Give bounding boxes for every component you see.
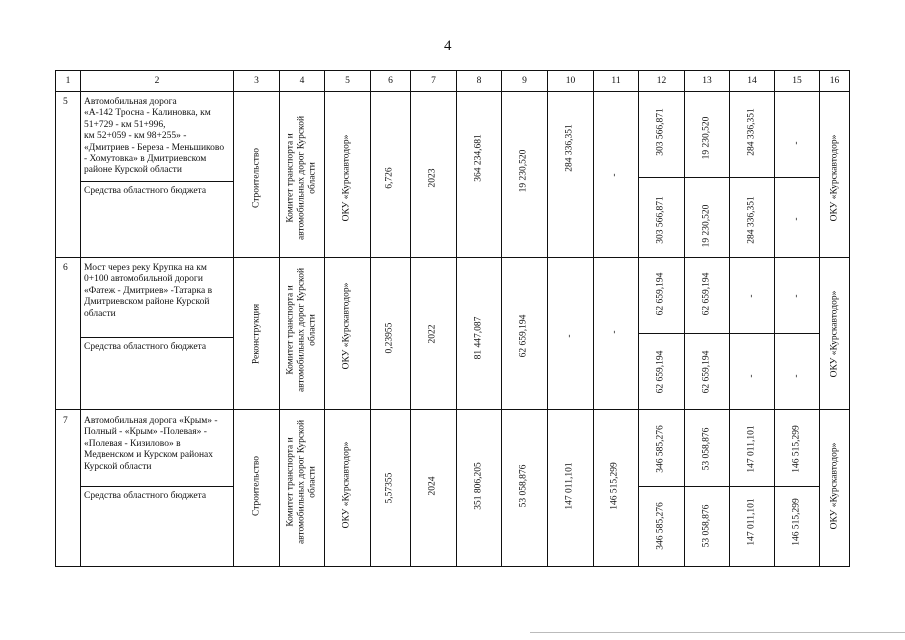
col-header-4: 4 (299, 76, 305, 86)
col-header-15: 15 (792, 76, 802, 86)
object-name: Мост через реку Крупка на км 0+100 автомобильной дороги «Фатеж - Дмитриев» -Татарка в Дмитриевском районе Курской области (84, 263, 213, 319)
col-header-6: 6 (388, 76, 393, 86)
col-header-1: 1 (65, 76, 71, 86)
col-header-13: 13 (702, 76, 712, 86)
col-header-5: 5 (345, 76, 350, 86)
row-number: 5 (63, 97, 68, 107)
object-name: Автомобильная дорога «А-142 Тросна - Калиновка, км 51+729 - км 51+996, км 52+059 - км 98+255» - «Дмитриев - Береза - Меньшиково - Хомутовка» в Дмитриевском районе Курской области (84, 97, 225, 176)
object-name: Автомобильная дорога «Крым» - Полный - «Крым» -Полевая» - «Полевая - Кизилово» в Медвенском и Курском районах Курской области (84, 416, 218, 472)
funding-source: Средства областного бюджета (84, 491, 207, 501)
col-header-10: 10 (565, 76, 576, 86)
col-header-11: 11 (611, 76, 621, 86)
col-header-9: 9 (522, 76, 527, 86)
col-header-7: 7 (431, 76, 436, 86)
col-header-14: 14 (747, 76, 757, 86)
funding-source: Средства областного бюджета (84, 186, 207, 196)
scan-edge (530, 632, 905, 633)
col-header-16: 16 (829, 76, 840, 86)
funding-source: Средства областного бюджета (84, 342, 207, 352)
page-number: 4 (444, 38, 452, 54)
col-header-12: 12 (656, 76, 667, 86)
row-number: 7 (63, 416, 68, 426)
col-header-2: 2 (154, 76, 160, 86)
col-header-8: 8 (476, 76, 482, 86)
col-header-3: 3 (254, 76, 259, 86)
row-number: 6 (63, 263, 68, 273)
